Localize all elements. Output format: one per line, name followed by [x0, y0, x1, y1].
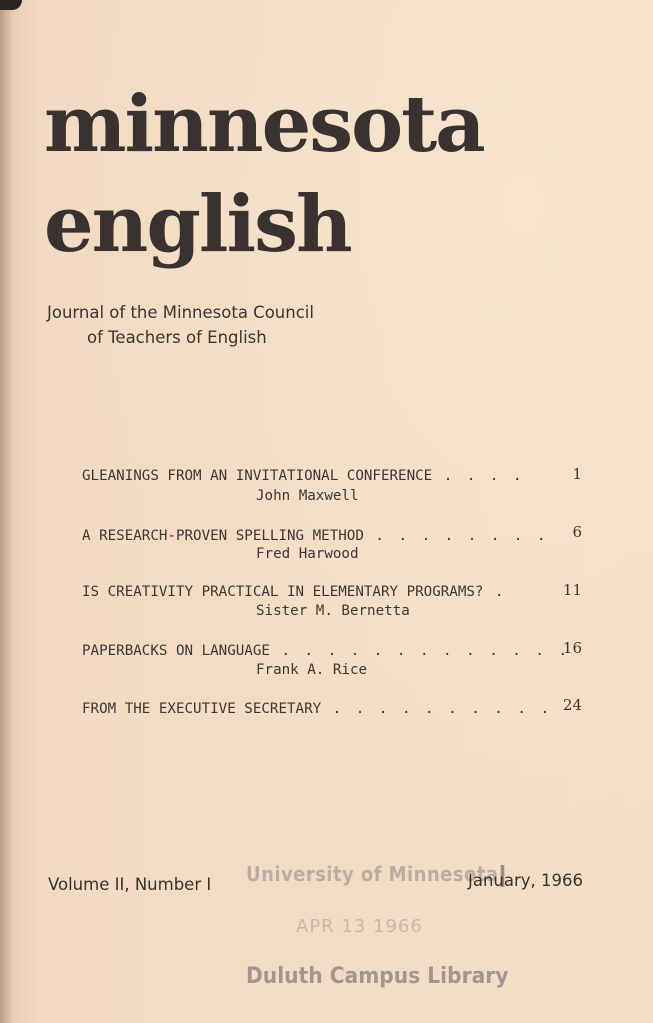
toc-entry-page: 6 [572, 523, 582, 541]
masthead-title-line-1: minnesota [44, 79, 484, 170]
toc-entry-title-text: PAPERBACKS ON LANGUAGE [82, 643, 270, 659]
campus-library-stamp: Duluth Campus Library [246, 964, 509, 989]
toc-entry-title-text: IS CREATIVITY PRACTICAL IN ELEMENTARY PROGRAMS? [82, 584, 484, 600]
toc-entry-leader: . . . . . . . . . . . . . [269, 643, 571, 659]
toc-entry-title [82, 644, 570, 658]
toc-entry-author: Sister M. Bernetta [256, 603, 410, 619]
toc-entry-page: 24 [562, 696, 582, 714]
toc-entry-title [82, 585, 507, 599]
toc-entry-page: 16 [562, 639, 582, 657]
volume-number: Volume II, Number I [48, 875, 212, 894]
issue-date: January, 1966 [468, 871, 584, 890]
toc-entry-title [82, 529, 549, 543]
toc-entry-title-text: FROM THE EXECUTIVE SECRETARY [82, 701, 322, 717]
toc-entry-leader: . [483, 584, 507, 600]
masthead-subtitle-line-2: of Teachers of English [87, 328, 267, 347]
toc-entry-leader: . . . . [432, 468, 525, 484]
received-date-stamp: APR 13 1966 [296, 916, 423, 937]
toc-entry-author: Frank A. Rice [256, 662, 368, 678]
masthead-title-line-2: english [44, 179, 351, 270]
toc-entry-author: John Maxwell [256, 488, 359, 504]
toc-entry-leader: . . . . . . . . . . [321, 701, 553, 717]
masthead-subtitle-line-1: Journal of the Minnesota Council [47, 303, 314, 322]
toc-entry-title [82, 702, 552, 716]
toc-entry-author: Fred Harwood [256, 546, 359, 562]
toc-entry-title-text: A RESEARCH-PROVEN SPELLING METHOD [82, 528, 364, 544]
library-stamp [246, 864, 504, 887]
toc-entry-page: 1 [572, 465, 582, 483]
library-stamp-text: University of Minnesota [246, 862, 499, 886]
toc-entry-title [82, 469, 525, 483]
toc-entry-page: 11 [562, 581, 582, 599]
toc-entry-leader: . . . . . . . . [363, 528, 549, 544]
toc-entry-title-text: GLEANINGS FROM AN INVITATIONAL CONFERENCE [82, 468, 433, 484]
